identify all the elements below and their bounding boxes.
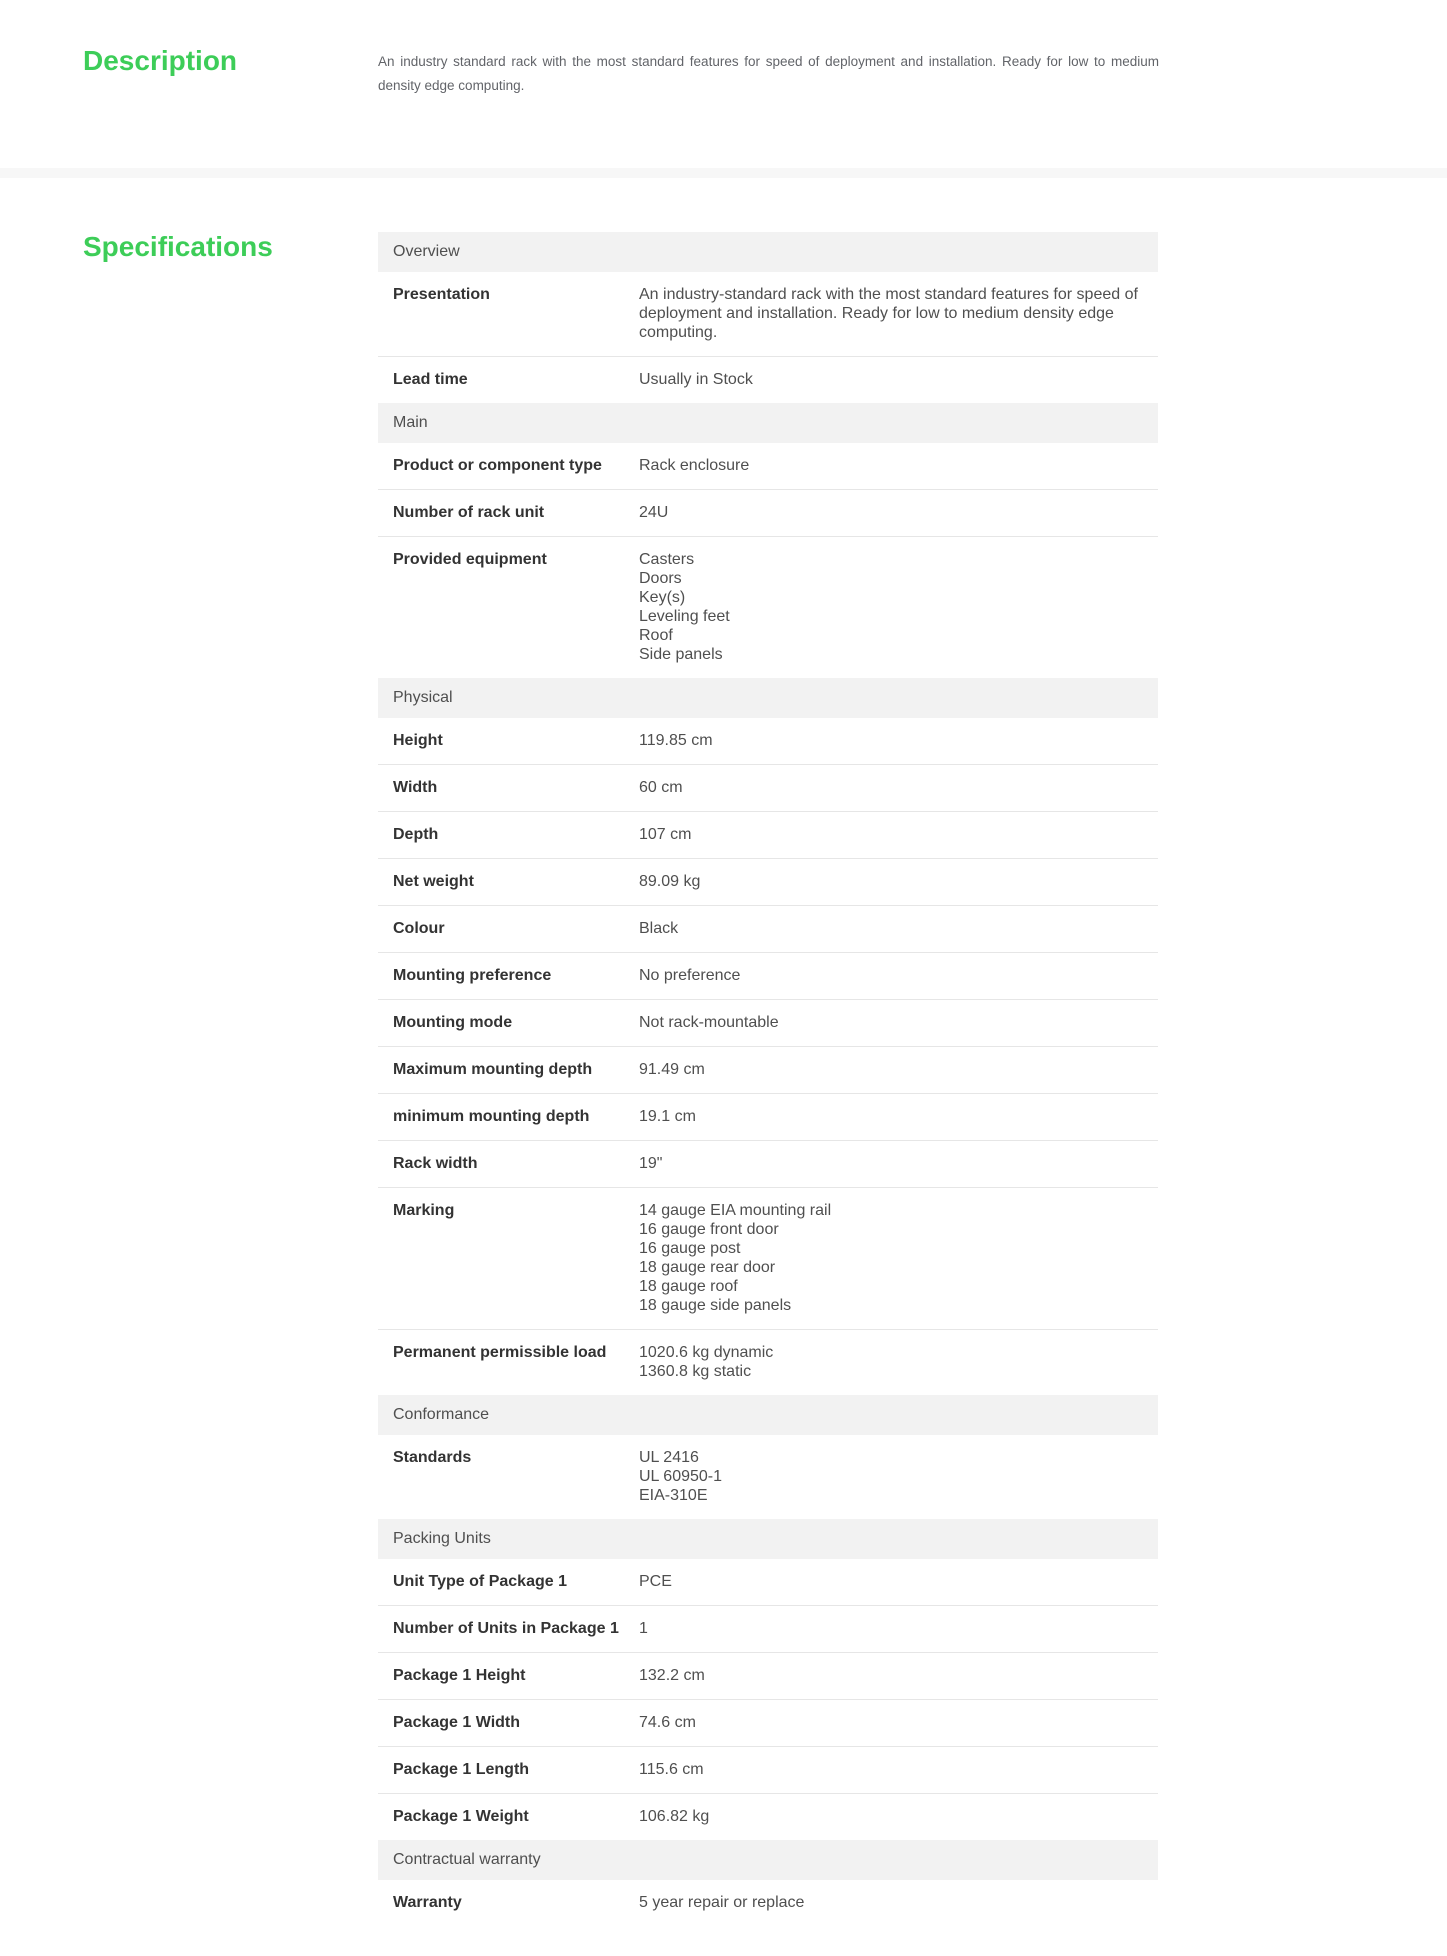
spec-value bbox=[639, 718, 1158, 764]
spec-group-header: Packing Units bbox=[378, 1519, 1158, 1559]
spec-value-line: 16 gauge front door bbox=[639, 1221, 779, 1238]
spec-value bbox=[639, 1188, 1158, 1329]
spec-label: Maximum mounting depth bbox=[393, 1061, 593, 1078]
spec-row bbox=[378, 859, 1158, 906]
spec-row bbox=[378, 1880, 1158, 1926]
spec-label: Permanent permissible load bbox=[393, 1344, 607, 1361]
spec-value-line: 91.49 cm bbox=[639, 1061, 705, 1078]
spec-value bbox=[639, 1653, 1158, 1699]
spec-row bbox=[378, 1141, 1158, 1188]
spec-value bbox=[639, 1047, 1158, 1093]
spec-row bbox=[378, 490, 1158, 537]
spec-value-line: 19" bbox=[639, 1155, 663, 1172]
spec-row bbox=[378, 1047, 1158, 1094]
spec-value-line: EIA-310E bbox=[639, 1487, 708, 1504]
spec-value bbox=[639, 1700, 1158, 1746]
spec-value-line: 5 year repair or replace bbox=[639, 1894, 805, 1911]
spec-value bbox=[639, 1880, 1158, 1926]
spec-value bbox=[639, 765, 1158, 811]
spec-label: Mounting mode bbox=[393, 1014, 513, 1031]
spec-value-line: 18 gauge side panels bbox=[639, 1297, 792, 1314]
spec-row bbox=[378, 272, 1158, 357]
spec-value-line: 1 bbox=[639, 1620, 648, 1637]
spec-value-line: No preference bbox=[639, 967, 741, 984]
spec-value bbox=[639, 953, 1158, 999]
spec-label: Package 1 Width bbox=[393, 1714, 521, 1731]
spec-row bbox=[378, 537, 1158, 678]
spec-value bbox=[639, 1000, 1158, 1046]
spec-value-line: Leveling feet bbox=[639, 608, 730, 625]
spec-label: Unit Type of Package 1 bbox=[393, 1573, 567, 1590]
description-section bbox=[0, 0, 1447, 170]
spec-group-header: Overview bbox=[378, 232, 1158, 272]
spec-label: Number of rack unit bbox=[393, 504, 545, 521]
spec-value-line: 106.82 kg bbox=[639, 1808, 710, 1825]
spec-value bbox=[639, 272, 1158, 356]
spec-value bbox=[639, 812, 1158, 858]
spec-row bbox=[378, 1330, 1158, 1395]
spec-value bbox=[639, 1559, 1158, 1605]
spec-value-line: 107 cm bbox=[639, 826, 692, 843]
spec-value-line: 18 gauge rear door bbox=[639, 1259, 776, 1276]
description-title: Description bbox=[83, 45, 238, 76]
spec-label: Mounting preference bbox=[393, 967, 552, 984]
spec-value bbox=[639, 537, 1158, 678]
spec-label: Package 1 Length bbox=[393, 1761, 530, 1778]
spec-label: Presentation bbox=[393, 286, 490, 303]
spec-label: Provided equipment bbox=[393, 551, 547, 568]
spec-row bbox=[378, 1188, 1158, 1330]
spec-value-line: 19.1 cm bbox=[639, 1108, 696, 1125]
spec-value-line: An industry-standard rack with the most standard features for speed of deployment and installation. Ready for low to medium density edge computing. bbox=[639, 286, 1138, 341]
spec-value bbox=[639, 1435, 1158, 1519]
spec-value-line: Black bbox=[639, 920, 679, 937]
spec-label: Colour bbox=[393, 920, 445, 937]
spec-group-header: Physical bbox=[378, 678, 1158, 718]
spec-row bbox=[378, 1700, 1158, 1747]
spec-value bbox=[639, 1330, 1158, 1395]
spec-label: Warranty bbox=[393, 1894, 462, 1911]
spec-label: Product or component type bbox=[393, 457, 602, 474]
spec-row bbox=[378, 1653, 1158, 1700]
spec-group-header: Conformance bbox=[378, 1395, 1158, 1435]
spec-value bbox=[639, 1141, 1158, 1187]
spec-value bbox=[639, 1606, 1158, 1652]
spec-group-header: Main bbox=[378, 403, 1158, 443]
spec-row bbox=[378, 1000, 1158, 1047]
spec-label: Width bbox=[393, 779, 438, 796]
spec-value-line: PCE bbox=[639, 1573, 672, 1590]
spec-value-line: UL 60950-1 bbox=[639, 1468, 723, 1485]
spec-value-line: 14 gauge EIA mounting rail bbox=[639, 1202, 832, 1219]
spec-row bbox=[378, 718, 1158, 765]
spec-label: Marking bbox=[393, 1202, 455, 1219]
spec-value bbox=[639, 443, 1158, 489]
spec-row bbox=[378, 357, 1158, 403]
spec-value bbox=[639, 490, 1158, 536]
spec-value-line: 1360.8 kg static bbox=[639, 1363, 752, 1380]
spec-value bbox=[639, 906, 1158, 952]
spec-label: Height bbox=[393, 732, 443, 749]
spec-value-line: Usually in Stock bbox=[639, 371, 753, 388]
spec-row bbox=[378, 1559, 1158, 1606]
spec-value-line: Casters bbox=[639, 551, 695, 568]
spec-value bbox=[639, 1794, 1158, 1840]
spec-row bbox=[378, 906, 1158, 953]
spec-value-line: Key(s) bbox=[639, 589, 686, 606]
spec-value-line: 24U bbox=[639, 504, 669, 521]
spec-value bbox=[639, 1747, 1158, 1793]
spec-value-line: 89.09 kg bbox=[639, 873, 701, 890]
spec-label: Net weight bbox=[393, 873, 474, 890]
spec-label: Depth bbox=[393, 826, 439, 843]
spec-value-line: UL 2416 bbox=[639, 1449, 699, 1466]
spec-row bbox=[378, 443, 1158, 490]
spec-value-line: 119.85 cm bbox=[639, 732, 713, 749]
spec-value bbox=[639, 859, 1158, 905]
spec-label: Package 1 Height bbox=[393, 1667, 526, 1684]
specifications-table bbox=[378, 232, 1158, 1926]
spec-value-line: 132.2 cm bbox=[639, 1667, 705, 1684]
spec-row bbox=[378, 812, 1158, 859]
spec-label: Rack width bbox=[393, 1155, 478, 1172]
description-text: An industry standard rack with the most standard features for speed of deployment and installation. Ready for low to medium density edge computing. bbox=[378, 54, 1159, 93]
spec-group-header: Contractual warranty bbox=[378, 1840, 1158, 1880]
spec-value-line: Roof bbox=[639, 627, 673, 644]
spec-value bbox=[639, 1094, 1158, 1140]
spec-value-line: Rack enclosure bbox=[639, 457, 750, 474]
spec-value-line: Doors bbox=[639, 570, 682, 587]
spec-row bbox=[378, 1435, 1158, 1519]
spec-value-line: Side panels bbox=[639, 646, 723, 663]
spec-row bbox=[378, 1606, 1158, 1653]
spec-value-line: 16 gauge post bbox=[639, 1240, 741, 1257]
spec-label: minimum mounting depth bbox=[393, 1108, 590, 1125]
spec-value-line: 60 cm bbox=[639, 779, 683, 796]
spec-label: Standards bbox=[393, 1449, 472, 1466]
spec-value bbox=[639, 357, 1158, 403]
section-divider bbox=[0, 168, 1447, 178]
spec-row bbox=[378, 953, 1158, 1000]
spec-label: Package 1 Weight bbox=[393, 1808, 529, 1825]
spec-value-line: 74.6 cm bbox=[639, 1714, 696, 1731]
spec-label: Number of Units in Package 1 bbox=[393, 1620, 619, 1637]
spec-value-line: 1020.6 kg dynamic bbox=[639, 1344, 774, 1361]
spec-row bbox=[378, 1094, 1158, 1141]
spec-label: Lead time bbox=[393, 371, 468, 388]
specifications-title: Specifications bbox=[83, 231, 273, 262]
spec-value-line: 18 gauge roof bbox=[639, 1278, 738, 1295]
spec-row bbox=[378, 1794, 1158, 1840]
spec-value-line: Not rack-mountable bbox=[639, 1014, 779, 1031]
spec-row bbox=[378, 765, 1158, 812]
spec-row bbox=[378, 1747, 1158, 1794]
spec-value-line: 115.6 cm bbox=[639, 1761, 704, 1778]
